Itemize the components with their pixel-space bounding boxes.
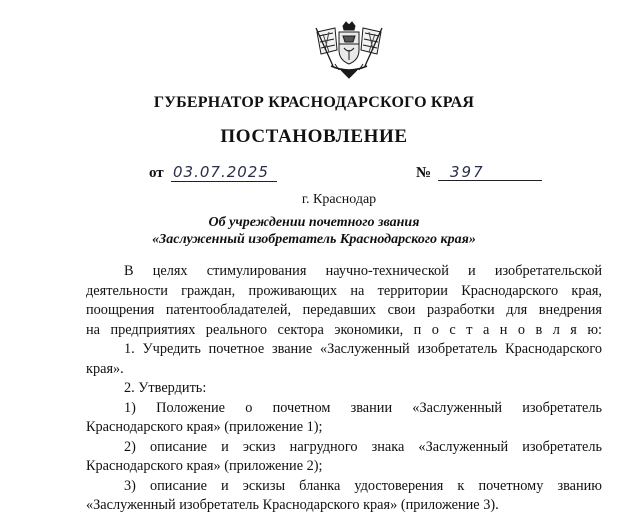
item-1-line: края». xyxy=(86,360,124,377)
number-label: № xyxy=(416,165,432,181)
item-2-1-line: 1) Положение о почетном звании «Заслуженный изобретатель xyxy=(124,399,602,416)
item-2-3-line: «Заслуженный изобретатель Краснодарского края» (приложение 3). xyxy=(86,497,499,513)
coat-of-arms-icon xyxy=(313,20,385,82)
item-2-2-line: 2) описание и эскиз нагрудного знака «Заслуженный изобретатель xyxy=(124,438,602,455)
preamble-line: поощрения патентообладателей, передавших свои разработки для внедрения xyxy=(86,302,602,318)
date-label: от xyxy=(149,165,164,181)
document-title xyxy=(0,214,628,248)
document-type: ПОСТАНОВЛЕНИЕ xyxy=(220,126,408,147)
document-body xyxy=(86,262,602,516)
item-2-3-line: 3) описание и эскизы бланка удостоверения к почетному званию xyxy=(124,477,602,494)
item-2-1-line: Краснодарского края» (приложение 1); xyxy=(86,419,323,435)
item-1-line: 1. Учредить почетное звание «Заслуженный изобретатель Краснодарского xyxy=(124,341,602,357)
number-field: 397 xyxy=(438,163,542,181)
date-number-line xyxy=(0,163,628,185)
item-2-2-line: Краснодарского края» (приложение 2); xyxy=(86,458,323,474)
issuing-authority: ГУБЕРНАТОР КРАСНОДАРСКОГО КРАЯ xyxy=(153,94,475,111)
preamble-line: В целях стимулирования научно-технической и изобретательской xyxy=(124,263,602,279)
preamble-line: на предприятиях реального сектора экономики, п о с т а н о в л я ю: xyxy=(86,321,602,338)
item-2: 2. Утвердить: xyxy=(124,380,207,396)
preamble-line: деятельности граждан, проживающих на территории Краснодарского края, xyxy=(86,282,602,299)
date-field: 03.07.2025 xyxy=(171,163,277,182)
title-line-1: Об учреждении почетного звания xyxy=(208,215,420,230)
title-line-2: «Заслуженный изобретатель Краснодарского края» xyxy=(152,232,476,247)
city-name: г. Краснодар xyxy=(301,192,377,207)
